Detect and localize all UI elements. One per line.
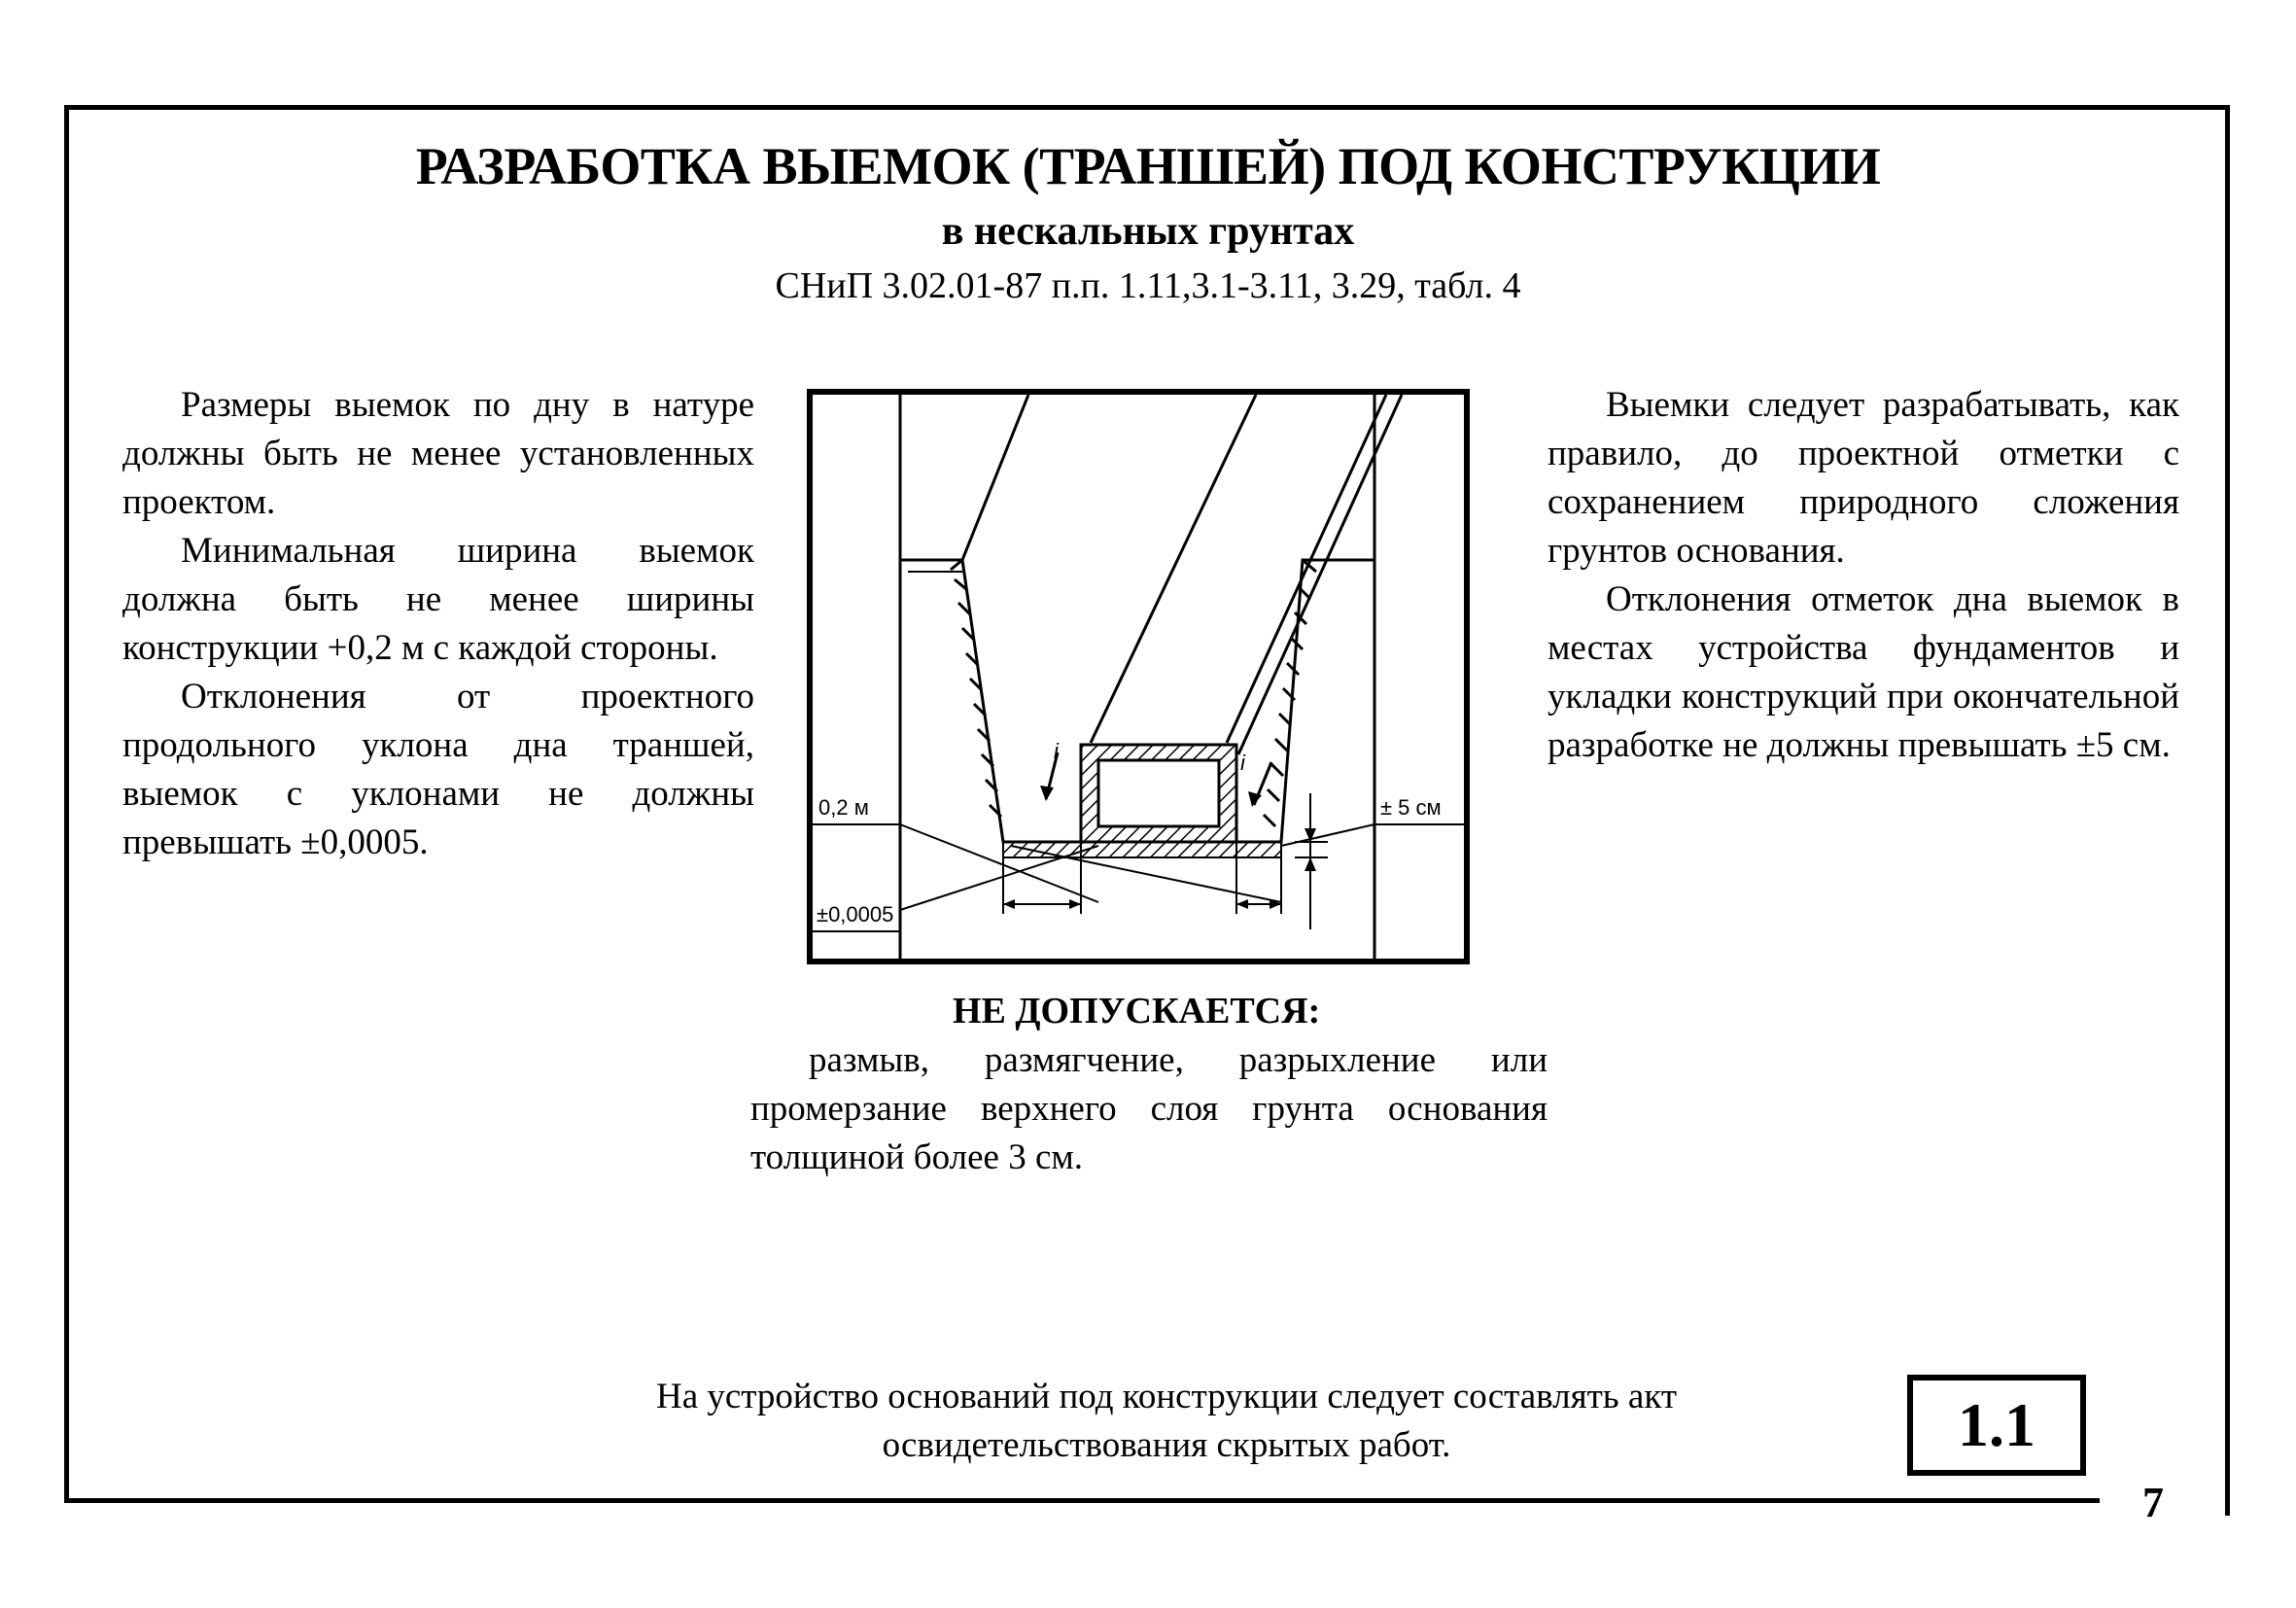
right-column	[1548, 381, 2179, 770]
right-paragraph-1: Выемки следует разрабатывать, как правило, до проектной отметки с сохранением природного сложения грунтов основания.	[1548, 385, 2179, 571]
right-paragraph-2: Отклонения отметок дна выемок в местах устройства фундаментов и укладки конструкций при окончательной разработке не должны превышать ±5 см.	[1548, 579, 2179, 765]
page-title: РАЗРАБОТКА ВЫЕМОК (ТРАНШЕЙ) ПОД КОНСТРУКЦИИ	[415, 137, 1881, 195]
slope-label-left: i	[1054, 739, 1059, 763]
slope-label-right: i	[1240, 751, 1245, 775]
trench-diagram	[807, 389, 1470, 964]
base-hatch	[1003, 842, 1281, 857]
forbidden-text: размыв, размягчение, разрыхление или промерзание верхнего слоя грунта основания толщиной более 3 см.	[750, 1040, 1548, 1177]
bottom-note: На устройство оснований под конструкции следует составлять акт освидетельствования скрытых работ.	[655, 1377, 1678, 1465]
forbidden-heading: НЕ ДОПУСКАЕТСЯ:	[953, 991, 1321, 1031]
frame-tail	[2225, 1498, 2230, 1516]
standard-reference: СНиП 3.02.01-87 п.п. 1.11,3.1-3.11, 3.29, табл. 4	[775, 265, 1521, 306]
left-paragraph-3: Отклонения от проектного продольного уклона дна траншей, выемок с уклонами не должны превышать ±0,0005.	[122, 677, 754, 862]
margin-label: 0,2 м	[818, 795, 869, 820]
left-column	[122, 381, 754, 867]
page-subtitle: в нескальных грунтах	[941, 209, 1355, 254]
sheet-number-box: 1.1	[1907, 1375, 2086, 1476]
page-number: 7	[2142, 1479, 2164, 1526]
left-paragraph-1: Размеры выемок по дну в натуре должны быть не менее установленных проектом.	[122, 385, 754, 522]
level-tolerance-label: ± 5 см	[1380, 795, 1442, 820]
slope-tolerance-label: ±0,0005	[817, 902, 894, 926]
left-paragraph-2: Минимальная ширина выемок должна быть не менее ширины конструкции +0,2 м с каждой стороны.	[122, 531, 754, 668]
diagram-border	[810, 392, 1467, 961]
bottom-rule	[64, 1498, 2100, 1503]
